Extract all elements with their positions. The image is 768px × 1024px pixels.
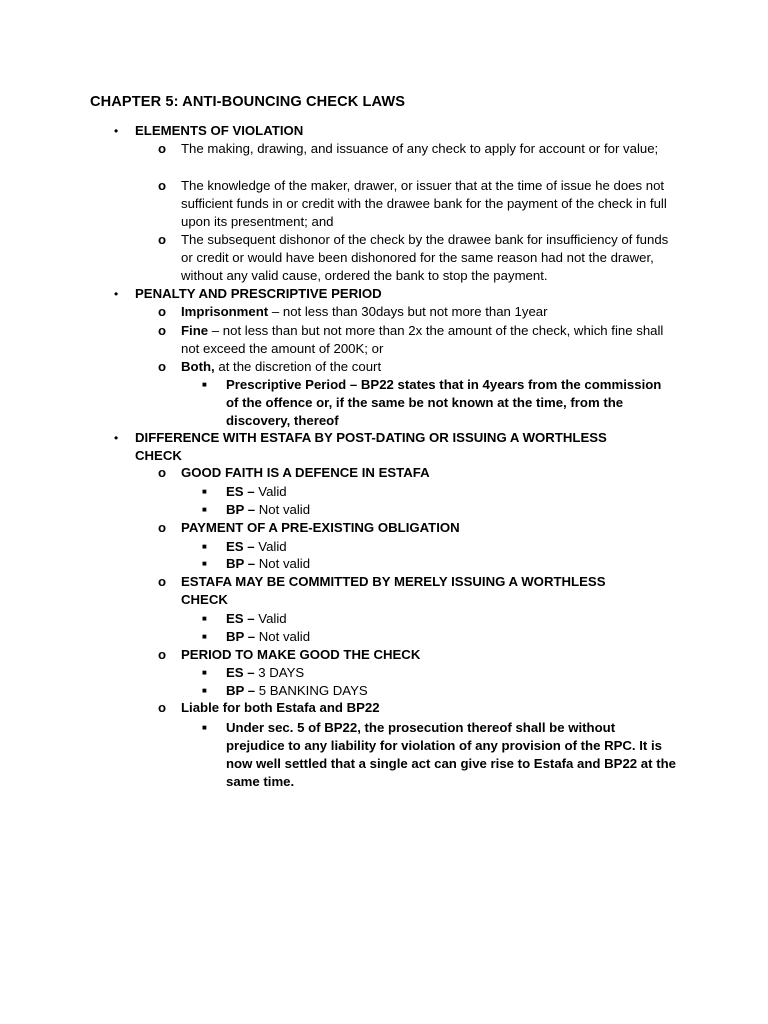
bp-label: BP – [226, 556, 256, 571]
sub-bullet-marker: o [158, 647, 167, 662]
list-item-text [181, 303, 679, 321]
es-value: Valid [258, 611, 287, 626]
square-bullet-marker: ■ [202, 668, 207, 677]
bp-value: Not valid [258, 502, 311, 517]
bp-label: BP – [226, 502, 256, 517]
sub-bullet-marker: o [158, 178, 167, 193]
sub-bullet-marker: o [158, 700, 167, 715]
es-value: Valid [258, 484, 287, 499]
list-item-text [181, 322, 679, 358]
item-label: Both, [181, 359, 215, 374]
sub-bullet-marker: o [158, 323, 167, 338]
bp-value: 5 BANKING DAYS [258, 683, 368, 698]
square-bullet-marker: ■ [202, 380, 207, 389]
sub-bullet-marker: o [158, 304, 167, 319]
item-text: at the discretion of the court [214, 359, 382, 374]
square-bullet-marker: ■ [202, 559, 207, 568]
bullet-marker: • [114, 287, 119, 301]
bullet-marker: • [114, 431, 119, 445]
item-label: Imprisonment [181, 304, 269, 319]
section-heading: PENALTY AND PRESCRIPTIVE PERIOD [135, 286, 382, 301]
es-value: Valid [258, 539, 287, 554]
es-value: 3 DAYS [258, 665, 305, 680]
comparison-title: PERIOD TO MAKE GOOD THE CHECK [181, 647, 421, 662]
comparison-title: Liable for both Estafa and BP22 [181, 700, 380, 715]
list-item-text: The subsequent dishonor of the check by the drawee bank for insufficiency of funds or credit or would have been dishonored for the same reason had not the drawer, without any valid cause, ordered the bank to stop the payment. [181, 232, 669, 283]
bullet-marker: • [114, 124, 119, 138]
sub-bullet-marker: o [158, 465, 167, 480]
list-item-text: The knowledge of the maker, drawer, or issuer that at the time of issue he does not sufficient funds in or credit with the drawee bank for the payment of the check in full upon its presentment; and [181, 178, 667, 229]
bp-label: BP – [226, 683, 256, 698]
square-bullet-marker: ■ [202, 487, 207, 496]
item-label: Fine [181, 323, 209, 338]
list-item-text [181, 358, 679, 376]
section-heading: DIFFERENCE WITH ESTAFA BY POST-DATING OR ISSUING A WORTHLESS CHECK [135, 430, 607, 463]
square-bullet-marker: ■ [202, 686, 207, 695]
square-bullet-marker: ■ [202, 542, 207, 551]
comparison-title: ESTAFA MAY BE COMMITTED BY MERELY ISSUING A WORTHLESS CHECK [181, 574, 606, 607]
sub-bullet-marker: o [158, 232, 167, 247]
item-text: – not less than 30days but not more than 1year [268, 304, 548, 319]
chapter-title: CHAPTER 5: ANTI-BOUNCING CHECK LAWS [90, 94, 406, 110]
bp-value: Not valid [258, 556, 311, 571]
es-label: ES – [226, 611, 255, 626]
comparison-title: GOOD FAITH IS A DEFENCE IN ESTAFA [181, 465, 430, 480]
square-bullet-marker: ■ [202, 505, 207, 514]
sub-bullet-marker: o [158, 574, 167, 589]
section-heading: ELEMENTS OF VIOLATION [135, 123, 304, 138]
sub-bullet-marker: o [158, 520, 167, 535]
item-text: – not less than but not more than 2x the amount of the check, which fine shall not exceed the amount of 200K; or [181, 323, 664, 356]
bp-label: BP – [226, 629, 256, 644]
list-item-text: The making, drawing, and issuance of any check to apply for account or for value; [181, 141, 659, 156]
prescriptive-period-note: Prescriptive Period – BP22 states that in 4years from the commission of the offence or, if the same be not known at the time, from the discovery, thereof [226, 377, 662, 428]
square-bullet-marker: ■ [202, 614, 207, 623]
es-label: ES – [226, 539, 255, 554]
bp-value: Not valid [258, 629, 311, 644]
liability-note: Under sec. 5 of BP22, the prosecution thereof shall be without prejudice to any liability for violation of any provision of the RPC. It is now well settled that a single act can give rise to Estafa and BP22 at the same time. [226, 720, 676, 789]
es-label: ES – [226, 484, 255, 499]
comparison-title: PAYMENT OF A PRE-EXISTING OBLIGATION [181, 520, 460, 535]
square-bullet-marker: ■ [202, 723, 207, 732]
sub-bullet-marker: o [158, 359, 167, 374]
sub-bullet-marker: o [158, 141, 167, 156]
es-label: ES – [226, 665, 255, 680]
square-bullet-marker: ■ [202, 632, 207, 641]
